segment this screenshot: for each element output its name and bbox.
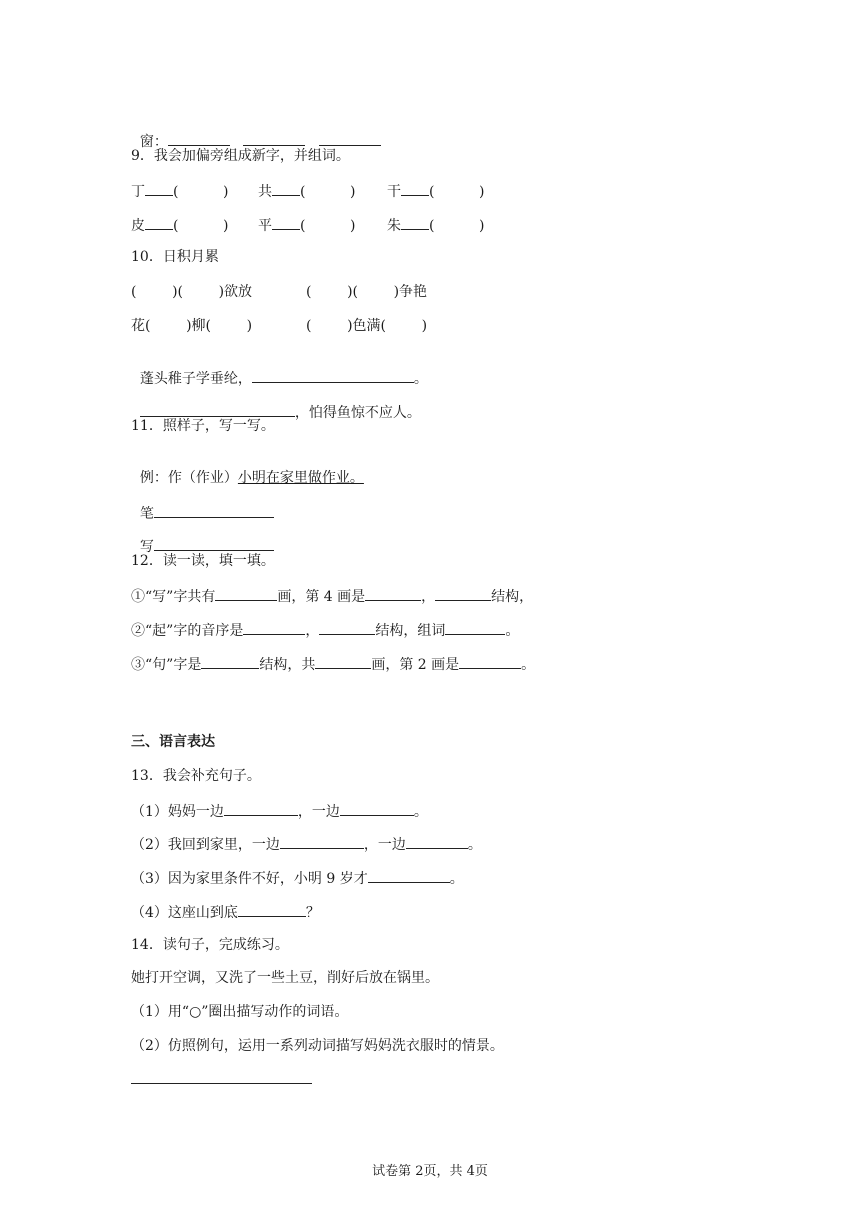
answer-line[interactable] [131,1083,312,1084]
answer-blank[interactable] [243,131,305,146]
example-sentence: 小明在家里做作业。 [237,470,364,486]
answer-blank[interactable] [319,131,381,146]
q13-s3: （3）因为家里条件不好，小明 9 岁才 。 [131,868,464,888]
q9-item: 朱 ( ) [387,215,484,235]
q12-line-2: ②“起”字的音序是 ， 结构，组词 。 [131,620,519,640]
q9-item: 共 ( ) [258,181,355,201]
q9-title: 9．我会加偏旁组成新字，并组词。 [131,148,350,164]
poem-line-1: 蓬头稚子学垂纶， 。 [131,350,428,388]
q14-sentence: 她打开空调，又洗了一些土豆，削好后放在锅里。 [131,970,439,986]
answer-blank[interactable] [252,368,414,383]
q10-title: 10．日积月累 [131,249,219,265]
q14-title: 14．读句子，完成练习。 [131,937,289,953]
window-label: 窗： [139,134,168,150]
q13-title: 13．我会补充句子。 [131,768,261,784]
idiom-fill[interactable]: 花( )柳( ) [131,318,253,334]
page-footer: 试卷第 2页，共 4页 [372,1164,488,1179]
q13-s2: （2）我回到家里，一边 ，一边 。 [131,834,482,854]
idiom-fill[interactable]: ( )( )争艳 [306,284,428,300]
idiom-fill[interactable]: ( )( )欲放 [131,284,253,300]
idiom-fill[interactable]: ( )色满( ) [306,318,428,334]
q12-line-1: ①“写”字共有 画，第 4 画是 ， 结构， [131,586,533,606]
q9-item: 平 ( ) [258,215,355,235]
window-row [131,113,381,151]
q13-s4: （4）这座山到底 ？ [131,902,320,922]
q9-item: 丁 ( ) [131,181,228,201]
q12-title: 12．读一读，填一填。 [131,553,275,569]
q11-item-1: 笔 [131,485,274,523]
answer-blank[interactable] [168,131,230,146]
q12-line-3: ③“句”字是 结构，共 画，第 2 画是 。 [131,654,535,674]
answer-blank[interactable] [154,503,274,518]
q9-item: 皮 ( ) [131,215,228,235]
q11-title: 11．照样子，写一写。 [131,418,275,434]
q11-item-2: 写 [131,518,274,556]
q14-part-1: （1）用“○”圈出描写动作的词语。 [131,1004,349,1020]
q11-example: 例：作（作业）小明在家里做作业。 [139,470,364,486]
q13-s1: （1）妈妈一边 ，一边 。 [131,801,428,821]
q9-item: 干 ( ) [387,181,484,201]
answer-blank[interactable] [140,402,295,417]
q14-part-2: （2）仿照例句，运用一系列动词描写妈妈洗衣服时的情景。 [131,1038,504,1054]
answer-blank[interactable] [154,536,274,551]
poem-line-2: ，怕得鱼惊不应人。 [131,384,421,422]
section-title: 三、语言表达 [131,734,215,750]
